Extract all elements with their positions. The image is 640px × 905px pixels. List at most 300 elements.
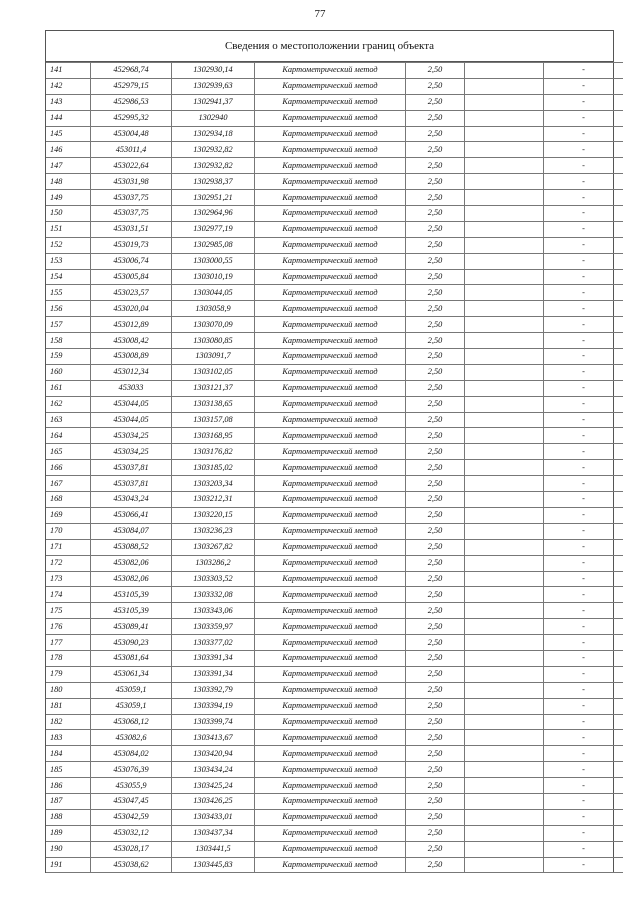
table-row bbox=[46, 237, 623, 253]
cell-coord-y: 1302940 bbox=[172, 110, 255, 126]
cell-accuracy: 2,50 bbox=[406, 635, 465, 651]
cell-accuracy: 2,50 bbox=[406, 206, 465, 222]
cell-accuracy: 2,50 bbox=[406, 809, 465, 825]
table-row bbox=[46, 762, 623, 778]
cell-point-number: 161 bbox=[46, 380, 91, 396]
cell-method: Картометрический метод bbox=[255, 730, 406, 746]
table-row bbox=[46, 539, 623, 555]
cell-coord-y: 1303212,31 bbox=[172, 492, 255, 508]
cell-coord-x: 453031,51 bbox=[91, 221, 172, 237]
cell-coord-y: 1303044,05 bbox=[172, 285, 255, 301]
cell-description bbox=[465, 110, 544, 126]
cell-accuracy: 2,50 bbox=[406, 603, 465, 619]
table-row bbox=[46, 110, 623, 126]
cell-coord-y: 1303058,9 bbox=[172, 301, 255, 317]
cell-coord-y: 1302938,37 bbox=[172, 174, 255, 190]
table-row bbox=[46, 635, 623, 651]
cell-note: - bbox=[544, 523, 624, 539]
cell-coord-x: 453032,12 bbox=[91, 825, 172, 841]
cell-coord-x: 453028,17 bbox=[91, 841, 172, 857]
boundary-table-frame bbox=[45, 30, 614, 873]
cell-method: Картометрический метод bbox=[255, 142, 406, 158]
cell-method: Картометрический метод bbox=[255, 778, 406, 794]
cell-method: Картометрический метод bbox=[255, 746, 406, 762]
cell-coord-y: 1303080,85 bbox=[172, 333, 255, 349]
cell-coord-x: 453076,39 bbox=[91, 762, 172, 778]
table-row bbox=[46, 301, 623, 317]
cell-coord-y: 1302930,14 bbox=[172, 63, 255, 79]
cell-point-number: 163 bbox=[46, 412, 91, 428]
cell-accuracy: 2,50 bbox=[406, 555, 465, 571]
cell-coord-x: 453044,05 bbox=[91, 396, 172, 412]
cell-note: - bbox=[544, 841, 624, 857]
cell-point-number: 148 bbox=[46, 174, 91, 190]
cell-point-number: 185 bbox=[46, 762, 91, 778]
cell-method: Картометрический метод bbox=[255, 269, 406, 285]
cell-coord-x: 453037,81 bbox=[91, 460, 172, 476]
table-row bbox=[46, 682, 623, 698]
cell-point-number: 178 bbox=[46, 650, 91, 666]
cell-point-number: 167 bbox=[46, 476, 91, 492]
cell-method: Картометрический метод bbox=[255, 507, 406, 523]
cell-description bbox=[465, 492, 544, 508]
cell-coord-x: 453088,52 bbox=[91, 539, 172, 555]
cell-point-number: 170 bbox=[46, 523, 91, 539]
cell-note: - bbox=[544, 174, 624, 190]
cell-accuracy: 2,50 bbox=[406, 825, 465, 841]
cell-point-number: 186 bbox=[46, 778, 91, 794]
cell-point-number: 166 bbox=[46, 460, 91, 476]
cell-note: - bbox=[544, 507, 624, 523]
cell-method: Картометрический метод bbox=[255, 857, 406, 873]
table-row bbox=[46, 396, 623, 412]
cell-accuracy: 2,50 bbox=[406, 523, 465, 539]
cell-description bbox=[465, 174, 544, 190]
cell-note: - bbox=[544, 412, 624, 428]
cell-note: - bbox=[544, 730, 624, 746]
cell-accuracy: 2,50 bbox=[406, 110, 465, 126]
table-row bbox=[46, 174, 623, 190]
cell-coord-y: 1303425,24 bbox=[172, 778, 255, 794]
cell-description bbox=[465, 555, 544, 571]
table-row bbox=[46, 349, 623, 365]
cell-note: - bbox=[544, 94, 624, 110]
cell-accuracy: 2,50 bbox=[406, 333, 465, 349]
cell-coord-y: 1302939,63 bbox=[172, 78, 255, 94]
cell-accuracy: 2,50 bbox=[406, 841, 465, 857]
table-row bbox=[46, 428, 623, 444]
cell-point-number: 168 bbox=[46, 492, 91, 508]
cell-point-number: 182 bbox=[46, 714, 91, 730]
cell-coord-y: 1303102,05 bbox=[172, 364, 255, 380]
cell-coord-y: 1303168,95 bbox=[172, 428, 255, 444]
table-row bbox=[46, 94, 623, 110]
table-row bbox=[46, 158, 623, 174]
cell-description bbox=[465, 364, 544, 380]
cell-description bbox=[465, 158, 544, 174]
table-row bbox=[46, 857, 623, 873]
cell-accuracy: 2,50 bbox=[406, 476, 465, 492]
cell-coord-y: 1302951,21 bbox=[172, 190, 255, 206]
cell-method: Картометрический метод bbox=[255, 317, 406, 333]
cell-coord-y: 1302934,18 bbox=[172, 126, 255, 142]
table-row bbox=[46, 666, 623, 682]
cell-method: Картометрический метод bbox=[255, 396, 406, 412]
cell-method: Картометрический метод bbox=[255, 190, 406, 206]
cell-coord-x: 453008,42 bbox=[91, 333, 172, 349]
cell-point-number: 147 bbox=[46, 158, 91, 174]
cell-accuracy: 2,50 bbox=[406, 460, 465, 476]
cell-description bbox=[465, 746, 544, 762]
cell-point-number: 159 bbox=[46, 349, 91, 365]
cell-point-number: 150 bbox=[46, 206, 91, 222]
cell-description bbox=[465, 333, 544, 349]
cell-point-number: 189 bbox=[46, 825, 91, 841]
cell-point-number: 141 bbox=[46, 63, 91, 79]
table-row bbox=[46, 555, 623, 571]
cell-coord-y: 1303391,34 bbox=[172, 650, 255, 666]
cell-coord-y: 1303437,34 bbox=[172, 825, 255, 841]
cell-accuracy: 2,50 bbox=[406, 666, 465, 682]
cell-method: Картометрический метод bbox=[255, 460, 406, 476]
cell-point-number: 142 bbox=[46, 78, 91, 94]
cell-coord-x: 452979,15 bbox=[91, 78, 172, 94]
cell-accuracy: 2,50 bbox=[406, 269, 465, 285]
cell-point-number: 144 bbox=[46, 110, 91, 126]
cell-accuracy: 2,50 bbox=[406, 349, 465, 365]
cell-method: Картометрический метод bbox=[255, 237, 406, 253]
cell-note: - bbox=[544, 158, 624, 174]
cell-accuracy: 2,50 bbox=[406, 412, 465, 428]
cell-note: - bbox=[544, 380, 624, 396]
cell-description bbox=[465, 809, 544, 825]
cell-method: Картометрический метод bbox=[255, 364, 406, 380]
cell-note: - bbox=[544, 396, 624, 412]
cell-coord-x: 453011,4 bbox=[91, 142, 172, 158]
cell-description bbox=[465, 396, 544, 412]
cell-coord-y: 1303343,06 bbox=[172, 603, 255, 619]
cell-coord-x: 453037,81 bbox=[91, 476, 172, 492]
cell-description bbox=[465, 523, 544, 539]
cell-point-number: 191 bbox=[46, 857, 91, 873]
cell-note: - bbox=[544, 63, 624, 79]
cell-accuracy: 2,50 bbox=[406, 571, 465, 587]
cell-description bbox=[465, 190, 544, 206]
cell-method: Картометрический метод bbox=[255, 158, 406, 174]
cell-accuracy: 2,50 bbox=[406, 714, 465, 730]
cell-note: - bbox=[544, 746, 624, 762]
cell-accuracy: 2,50 bbox=[406, 380, 465, 396]
cell-coord-x: 453008,89 bbox=[91, 349, 172, 365]
cell-description bbox=[465, 841, 544, 857]
cell-point-number: 171 bbox=[46, 539, 91, 555]
cell-accuracy: 2,50 bbox=[406, 746, 465, 762]
cell-coord-x: 453042,59 bbox=[91, 809, 172, 825]
cell-description bbox=[465, 126, 544, 142]
cell-description bbox=[465, 476, 544, 492]
cell-method: Картометрический метод bbox=[255, 333, 406, 349]
table-row bbox=[46, 63, 623, 79]
cell-coord-y: 1303303,52 bbox=[172, 571, 255, 587]
table-row bbox=[46, 825, 623, 841]
cell-description bbox=[465, 666, 544, 682]
table-row bbox=[46, 698, 623, 714]
table-row bbox=[46, 507, 623, 523]
cell-accuracy: 2,50 bbox=[406, 762, 465, 778]
cell-method: Картометрический метод bbox=[255, 603, 406, 619]
cell-coord-y: 1303091,7 bbox=[172, 349, 255, 365]
cell-note: - bbox=[544, 714, 624, 730]
cell-point-number: 143 bbox=[46, 94, 91, 110]
cell-point-number: 177 bbox=[46, 635, 91, 651]
cell-accuracy: 2,50 bbox=[406, 94, 465, 110]
cell-coord-x: 453084,02 bbox=[91, 746, 172, 762]
table-row bbox=[46, 285, 623, 301]
table-row bbox=[46, 412, 623, 428]
cell-coord-y: 1302932,82 bbox=[172, 158, 255, 174]
cell-point-number: 155 bbox=[46, 285, 91, 301]
cell-method: Картометрический метод bbox=[255, 650, 406, 666]
table-row bbox=[46, 746, 623, 762]
cell-coord-x: 453038,62 bbox=[91, 857, 172, 873]
cell-coord-y: 1303426,25 bbox=[172, 793, 255, 809]
cell-method: Картометрический метод bbox=[255, 206, 406, 222]
table-row bbox=[46, 142, 623, 158]
cell-point-number: 175 bbox=[46, 603, 91, 619]
cell-accuracy: 2,50 bbox=[406, 428, 465, 444]
cell-coord-y: 1303434,24 bbox=[172, 762, 255, 778]
cell-description bbox=[465, 206, 544, 222]
cell-coord-x: 453082,06 bbox=[91, 571, 172, 587]
table-row bbox=[46, 253, 623, 269]
cell-coord-y: 1303236,23 bbox=[172, 523, 255, 539]
cell-coord-x: 453034,25 bbox=[91, 428, 172, 444]
cell-point-number: 179 bbox=[46, 666, 91, 682]
cell-note: - bbox=[544, 555, 624, 571]
table-row bbox=[46, 380, 623, 396]
cell-accuracy: 2,50 bbox=[406, 126, 465, 142]
cell-method: Картометрический метод bbox=[255, 587, 406, 603]
cell-note: - bbox=[544, 793, 624, 809]
cell-method: Картометрический метод bbox=[255, 412, 406, 428]
cell-note: - bbox=[544, 492, 624, 508]
cell-accuracy: 2,50 bbox=[406, 682, 465, 698]
cell-description bbox=[465, 94, 544, 110]
cell-description bbox=[465, 269, 544, 285]
cell-note: - bbox=[544, 190, 624, 206]
cell-coord-x: 453033 bbox=[91, 380, 172, 396]
cell-point-number: 181 bbox=[46, 698, 91, 714]
cell-coord-y: 1303394,19 bbox=[172, 698, 255, 714]
cell-description bbox=[465, 650, 544, 666]
cell-method: Картометрический метод bbox=[255, 682, 406, 698]
cell-point-number: 174 bbox=[46, 587, 91, 603]
cell-coord-x: 453020,04 bbox=[91, 301, 172, 317]
cell-point-number: 149 bbox=[46, 190, 91, 206]
cell-accuracy: 2,50 bbox=[406, 492, 465, 508]
cell-accuracy: 2,50 bbox=[406, 237, 465, 253]
cell-description bbox=[465, 142, 544, 158]
cell-description bbox=[465, 778, 544, 794]
cell-coord-x: 452968,74 bbox=[91, 63, 172, 79]
cell-accuracy: 2,50 bbox=[406, 253, 465, 269]
cell-method: Картометрический метод bbox=[255, 571, 406, 587]
cell-point-number: 157 bbox=[46, 317, 91, 333]
cell-method: Картометрический метод bbox=[255, 809, 406, 825]
cell-method: Картометрический метод bbox=[255, 793, 406, 809]
table-row bbox=[46, 221, 623, 237]
cell-method: Картометрический метод bbox=[255, 63, 406, 79]
cell-coord-x: 453055,9 bbox=[91, 778, 172, 794]
cell-note: - bbox=[544, 221, 624, 237]
cell-method: Картометрический метод bbox=[255, 444, 406, 460]
cell-coord-y: 1302964,96 bbox=[172, 206, 255, 222]
cell-coord-y: 1303399,74 bbox=[172, 714, 255, 730]
cell-coord-x: 453043,24 bbox=[91, 492, 172, 508]
table-row bbox=[46, 523, 623, 539]
cell-accuracy: 2,50 bbox=[406, 698, 465, 714]
cell-coord-y: 1303433,01 bbox=[172, 809, 255, 825]
cell-coord-x: 453019,73 bbox=[91, 237, 172, 253]
cell-description bbox=[465, 78, 544, 94]
table-row bbox=[46, 190, 623, 206]
cell-description bbox=[465, 857, 544, 873]
cell-method: Картометрический метод bbox=[255, 126, 406, 142]
cell-description bbox=[465, 237, 544, 253]
cell-coord-x: 453031,98 bbox=[91, 174, 172, 190]
cell-method: Картометрический метод bbox=[255, 762, 406, 778]
table-row bbox=[46, 809, 623, 825]
cell-note: - bbox=[544, 206, 624, 222]
cell-method: Картометрический метод bbox=[255, 539, 406, 555]
cell-point-number: 180 bbox=[46, 682, 91, 698]
cell-coord-y: 1302985,08 bbox=[172, 237, 255, 253]
cell-method: Картометрический метод bbox=[255, 666, 406, 682]
cell-coord-x: 453089,41 bbox=[91, 619, 172, 635]
cell-coord-x: 453068,12 bbox=[91, 714, 172, 730]
cell-note: - bbox=[544, 78, 624, 94]
cell-method: Картометрический метод bbox=[255, 301, 406, 317]
cell-point-number: 183 bbox=[46, 730, 91, 746]
cell-coord-y: 1303332,08 bbox=[172, 587, 255, 603]
table-row bbox=[46, 78, 623, 94]
cell-description bbox=[465, 63, 544, 79]
cell-coord-x: 453012,89 bbox=[91, 317, 172, 333]
cell-description bbox=[465, 460, 544, 476]
cell-method: Картометрический метод bbox=[255, 825, 406, 841]
cell-note: - bbox=[544, 142, 624, 158]
cell-coord-x: 453023,57 bbox=[91, 285, 172, 301]
cell-note: - bbox=[544, 444, 624, 460]
cell-description bbox=[465, 825, 544, 841]
cell-method: Картометрический метод bbox=[255, 476, 406, 492]
cell-point-number: 156 bbox=[46, 301, 91, 317]
cell-coord-x: 453082,6 bbox=[91, 730, 172, 746]
page-number: 77 bbox=[314, 8, 326, 20]
cell-coord-y: 1303420,94 bbox=[172, 746, 255, 762]
cell-note: - bbox=[544, 285, 624, 301]
cell-accuracy: 2,50 bbox=[406, 142, 465, 158]
table-row bbox=[46, 364, 623, 380]
cell-accuracy: 2,50 bbox=[406, 793, 465, 809]
cell-coord-y: 1303220,15 bbox=[172, 507, 255, 523]
cell-note: - bbox=[544, 778, 624, 794]
cell-point-number: 153 bbox=[46, 253, 91, 269]
cell-coord-x: 453105,39 bbox=[91, 603, 172, 619]
cell-note: - bbox=[544, 666, 624, 682]
cell-note: - bbox=[544, 349, 624, 365]
cell-accuracy: 2,50 bbox=[406, 857, 465, 873]
cell-coord-y: 1303070,09 bbox=[172, 317, 255, 333]
table-body bbox=[46, 63, 623, 873]
cell-accuracy: 2,50 bbox=[406, 444, 465, 460]
cell-accuracy: 2,50 bbox=[406, 221, 465, 237]
cell-note: - bbox=[544, 587, 624, 603]
cell-method: Картометрический метод bbox=[255, 714, 406, 730]
cell-accuracy: 2,50 bbox=[406, 78, 465, 94]
table-row bbox=[46, 492, 623, 508]
cell-coord-y: 1303391,34 bbox=[172, 666, 255, 682]
cell-method: Картометрический метод bbox=[255, 698, 406, 714]
cell-coord-y: 1302977,19 bbox=[172, 221, 255, 237]
cell-note: - bbox=[544, 110, 624, 126]
cell-method: Картометрический метод bbox=[255, 110, 406, 126]
cell-coord-y: 1303267,82 bbox=[172, 539, 255, 555]
table-row bbox=[46, 126, 623, 142]
cell-coord-x: 453004,48 bbox=[91, 126, 172, 142]
cell-description bbox=[465, 603, 544, 619]
cell-method: Картометрический метод bbox=[255, 285, 406, 301]
cell-note: - bbox=[544, 460, 624, 476]
cell-coord-y: 1303121,37 bbox=[172, 380, 255, 396]
cell-method: Картометрический метод bbox=[255, 841, 406, 857]
cell-method: Картометрический метод bbox=[255, 619, 406, 635]
cell-accuracy: 2,50 bbox=[406, 190, 465, 206]
table-row bbox=[46, 269, 623, 285]
cell-description bbox=[465, 682, 544, 698]
cell-coord-x: 453037,75 bbox=[91, 190, 172, 206]
cell-accuracy: 2,50 bbox=[406, 285, 465, 301]
cell-coord-y: 1303203,34 bbox=[172, 476, 255, 492]
table-row bbox=[46, 841, 623, 857]
cell-coord-x: 453034,25 bbox=[91, 444, 172, 460]
cell-point-number: 152 bbox=[46, 237, 91, 253]
cell-coord-x: 453006,74 bbox=[91, 253, 172, 269]
cell-point-number: 160 bbox=[46, 364, 91, 380]
cell-coord-x: 453059,1 bbox=[91, 698, 172, 714]
cell-note: - bbox=[544, 635, 624, 651]
table-title: Сведения о местоположении границ объекта bbox=[46, 31, 613, 62]
cell-coord-y: 1303010,19 bbox=[172, 269, 255, 285]
cell-coord-x: 453090,23 bbox=[91, 635, 172, 651]
cell-method: Картометрический метод bbox=[255, 94, 406, 110]
cell-method: Картометрический метод bbox=[255, 635, 406, 651]
table-row bbox=[46, 476, 623, 492]
cell-coord-x: 453012,34 bbox=[91, 364, 172, 380]
cell-note: - bbox=[544, 809, 624, 825]
cell-coord-x: 453082,06 bbox=[91, 555, 172, 571]
cell-coord-y: 1302932,82 bbox=[172, 142, 255, 158]
cell-note: - bbox=[544, 650, 624, 666]
cell-coord-x: 453005,84 bbox=[91, 269, 172, 285]
cell-method: Картометрический метод bbox=[255, 174, 406, 190]
cell-coord-x: 453084,07 bbox=[91, 523, 172, 539]
cell-description bbox=[465, 714, 544, 730]
cell-description bbox=[465, 412, 544, 428]
cell-note: - bbox=[544, 825, 624, 841]
cell-accuracy: 2,50 bbox=[406, 174, 465, 190]
cell-note: - bbox=[544, 539, 624, 555]
